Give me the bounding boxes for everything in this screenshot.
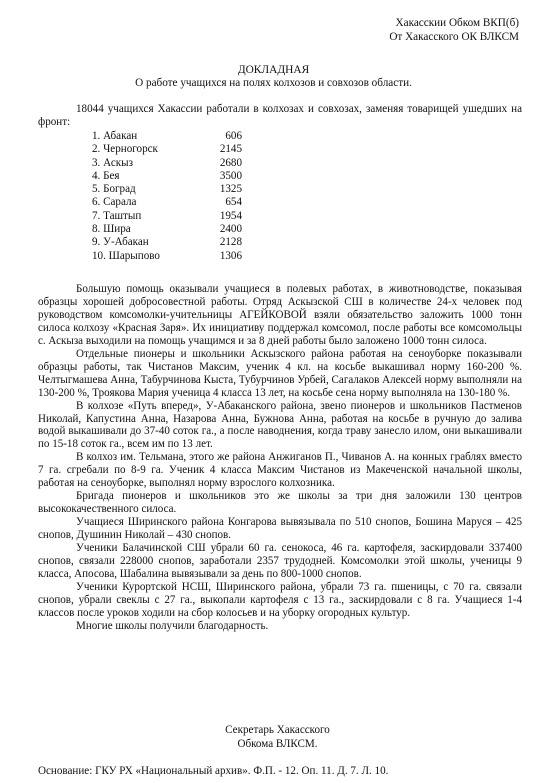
body-paragraph: Ученики Курортской НСШ, Ширинского района, убрали 73 га. пшеницы, с 70 га. связали снопов, убрали свеклы с 27 га., выкопали картофеля с 13 га., заскирдовали с 8 га. Учащиеся 1-4 классов после уроков ходили на сбор колосьев и на уборку огородных культур. (38, 580, 522, 619)
district-item (92, 183, 242, 196)
district-count: 654 (225, 196, 242, 209)
signature-block (0, 723, 547, 751)
district-name: 1. Абакан (92, 130, 138, 142)
district-name: 4. Бея (92, 169, 120, 182)
district-count: 2128 (219, 236, 242, 249)
body-paragraph: Отдельные пионеры и школьники Аскызского района работая на сеноуборке показывали образцы работы, так Чистанов Максим, ученик 4 кл. на косьбе выкашивал норму 160-200 %. Челтыгмашева Анна, Табурчинова Кыста, Тубурчинов Урбей, Сагалаков Алексей норму выполняли на 130-200 %, Троякова Мария ученица 4 класса 13 лет, на косьбе сена норму выполняла на 130-180 %. (38, 347, 522, 399)
addressee-line-2: От Хакасского ОК ВЛКСМ (389, 31, 519, 43)
district-count: 1306 (219, 249, 242, 262)
body-paragraph: Учащиеся Ширинского района Конгарова вывязывала по 510 снопов, Бошина Маруся – 425 снопов, Душинин Николай – 430 снопов. (38, 516, 522, 542)
district-name: 8. Шира (92, 223, 131, 236)
signature-line-1: Секретарь Хакасского (225, 724, 330, 736)
district-count: 1954 (219, 209, 242, 222)
district-name: 6. Сарала (92, 196, 137, 209)
district-name: 5. Боград (92, 183, 136, 196)
district-count: 3500 (219, 169, 242, 182)
district-count: 1325 (219, 183, 242, 196)
intro-paragraph: 18044 учащихся Хакассии работали в колхозах и совхозах, заменяя товарищей ушедших на фронт: (38, 103, 522, 128)
district-count: 2400 (219, 223, 242, 236)
district-item (92, 196, 242, 209)
addressee-block (389, 16, 519, 44)
district-item (92, 210, 242, 223)
body-paragraph: Бригада пионеров и школьников это же школы за три дня заложили 130 центров высококачественного силоса. (38, 490, 522, 516)
body-paragraph: В колхоз им. Тельмана, этого же района Анжиганов П., Чиванов А. на конных граблях вместо 7 га. сгребали по 8-9 га. Ученик 4 класса Максим Чистанов из Макеченской начальной школы, работая на сеноуборке, выполнял норму взрослого колхозника. (38, 451, 522, 490)
archive-source-note: Основание: ГКУ РХ «Национальный архив». Ф.П. - 12. Оп. 11. Д. 7. Л. 10. (38, 765, 389, 777)
district-item (92, 157, 242, 170)
district-name: 3. Аскыз (92, 156, 133, 169)
district-name: 9. У-Абакан (92, 236, 149, 249)
district-item (92, 250, 242, 263)
district-name: 2. Черногорск (92, 143, 158, 156)
district-item (92, 130, 242, 143)
district-item (92, 143, 242, 156)
district-name: 7. Таштып (92, 209, 142, 222)
district-list (92, 130, 242, 263)
body-paragraph: Ученики Балачинской СШ убрали 60 га. сенокоса, 46 га. картофеля, заскирдовали 337400 снопов, связали 228000 снопов, заработали 2357 трудодней. Комсомолки этой школы, ученицы 9 класса, Апосова, Шабалина вывязывали за день по 800-1000 снопов. (38, 542, 522, 580)
district-count: 606 (225, 130, 242, 142)
district-item (92, 236, 242, 249)
district-count: 2680 (219, 156, 242, 169)
document-subtitle: О работе учащихся на полях колхозов и совхозов области. (135, 77, 412, 89)
district-name: 10. Шарыпово (92, 249, 160, 262)
document-title: ДОКЛАДНАЯ (237, 64, 310, 76)
signature-line-2: Обкома ВЛКСМ. (237, 738, 318, 750)
district-item (92, 223, 242, 236)
body-paragraph: Большую помощь оказывали учащиеся в полевых работах, в животноводстве, показывая образцы хорошей добросовестной работы. Отряд Аскызской СШ в количестве 24-х человек под руководством комсомолки-учительницы АГЕЙКОВОЙ взяли обязательство заложить 1000 тонн силоса колхозу «Красная Заря». Их инициативу поддержал комсомол, после работы все комсомольцы с. Аскыза выходили на помощь учащимся и за 8 дней работы было заложено 1000 тонн силоса. (38, 283, 522, 347)
addressee-line-1: Хакасскии Обком ВКП(б) (395, 17, 519, 29)
district-item (92, 170, 242, 183)
district-count: 2145 (219, 143, 242, 156)
report-body (38, 283, 522, 633)
body-paragraph: В колхозе «Путь вперед», У-Абаканского района, звено пионеров и школьников Пастменов Николай, Капустина Анна, Назарова Анна, Бужнова Анна, работая на косьбе в ручную до залива водой выкашивали до 37-40 соток га., а после наводнения, когда траву занесло илом, они выкашивали по 15-18 соток га., всем им по 13 лет. (38, 399, 522, 451)
body-paragraph: Многие школы получили благодарность. (76, 619, 269, 632)
